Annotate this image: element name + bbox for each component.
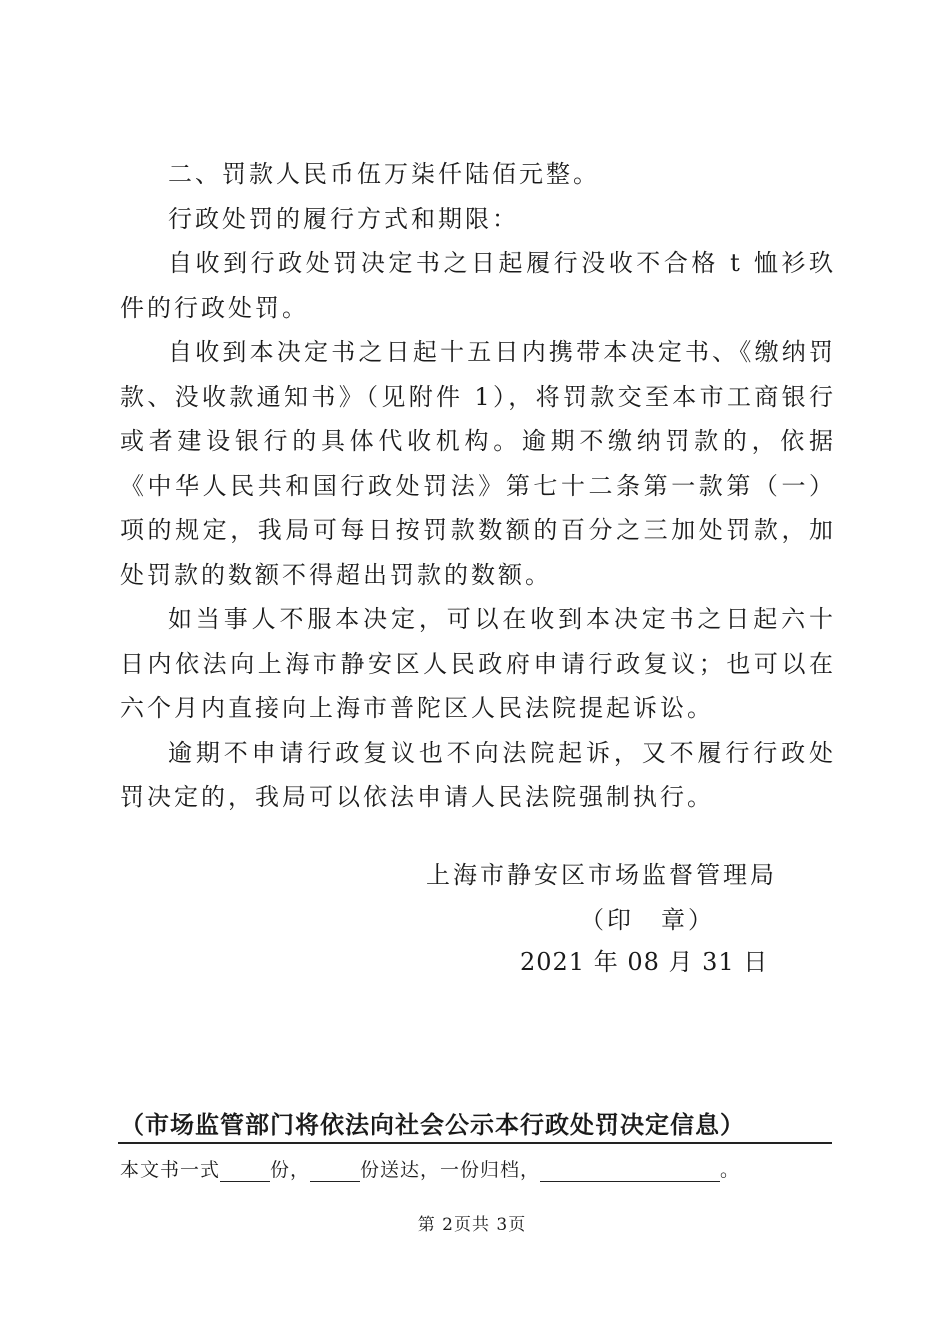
- copies-blank-served: [310, 1159, 360, 1182]
- copies-text-1: 本文书一式: [120, 1159, 221, 1181]
- copies-text-4: 。: [720, 1159, 741, 1181]
- copies-blank-remark: [540, 1159, 720, 1182]
- copies-text-3: 份送达，一份归档，: [360, 1159, 541, 1181]
- paragraph-payment: 自收到本决定书之日起十五日内携带本决定书、《缴纳罚款、没收款通知书》（见附件 1），将罚款交至本市工商银行或者建设银行的具体代收机构。逾期不缴纳罚款的，依据《中华人民共和国行政处罚法》第七十二条第一款第（一）项的规定，我局可每日按罚款数额的百分之三加处罚款，加处罚款的数额不得超出罚款的数额。: [120, 338, 836, 589]
- signature-organization: 上海市静安区市场监督管理局: [426, 861, 777, 889]
- paragraph-fine: 二、罚款人民币伍万柒仟陆佰元整。: [168, 160, 600, 188]
- decision-body: [120, 152, 836, 820]
- divider-line: [118, 1142, 832, 1144]
- copies-text-2: 份，: [270, 1159, 311, 1181]
- copies-blank-total: [220, 1159, 270, 1182]
- paragraph-method-heading: 行政处罚的履行方式和期限：: [168, 204, 519, 233]
- page-number: 第 2页共 3页: [417, 1215, 527, 1235]
- signature-seal: （印 章）: [580, 906, 715, 934]
- paragraph-appeal: 如当事人不服本决定，可以在收到本决定书之日起六十日内依法向上海市静安区人民政府申请行政复议；也可以在六个月内直接向上海市普陀区人民法院提起诉讼。: [120, 605, 836, 722]
- signature-date: 2021 年 08 月 31 日: [520, 948, 769, 976]
- paragraph-enforcement: 逾期不申请行政复议也不向法院起诉，又不履行行政处罚决定的，我局可以依法申请人民法院强制执行。: [120, 738, 836, 811]
- public-disclosure-notice: （市场监管部门将依法向社会公示本行政处罚决定信息）: [120, 1111, 745, 1139]
- paragraph-confiscation: 自收到行政处罚决定书之日起履行没收不合格 t 恤衫玖件的行政处罚。: [120, 249, 836, 322]
- copies-line: [120, 1155, 740, 1182]
